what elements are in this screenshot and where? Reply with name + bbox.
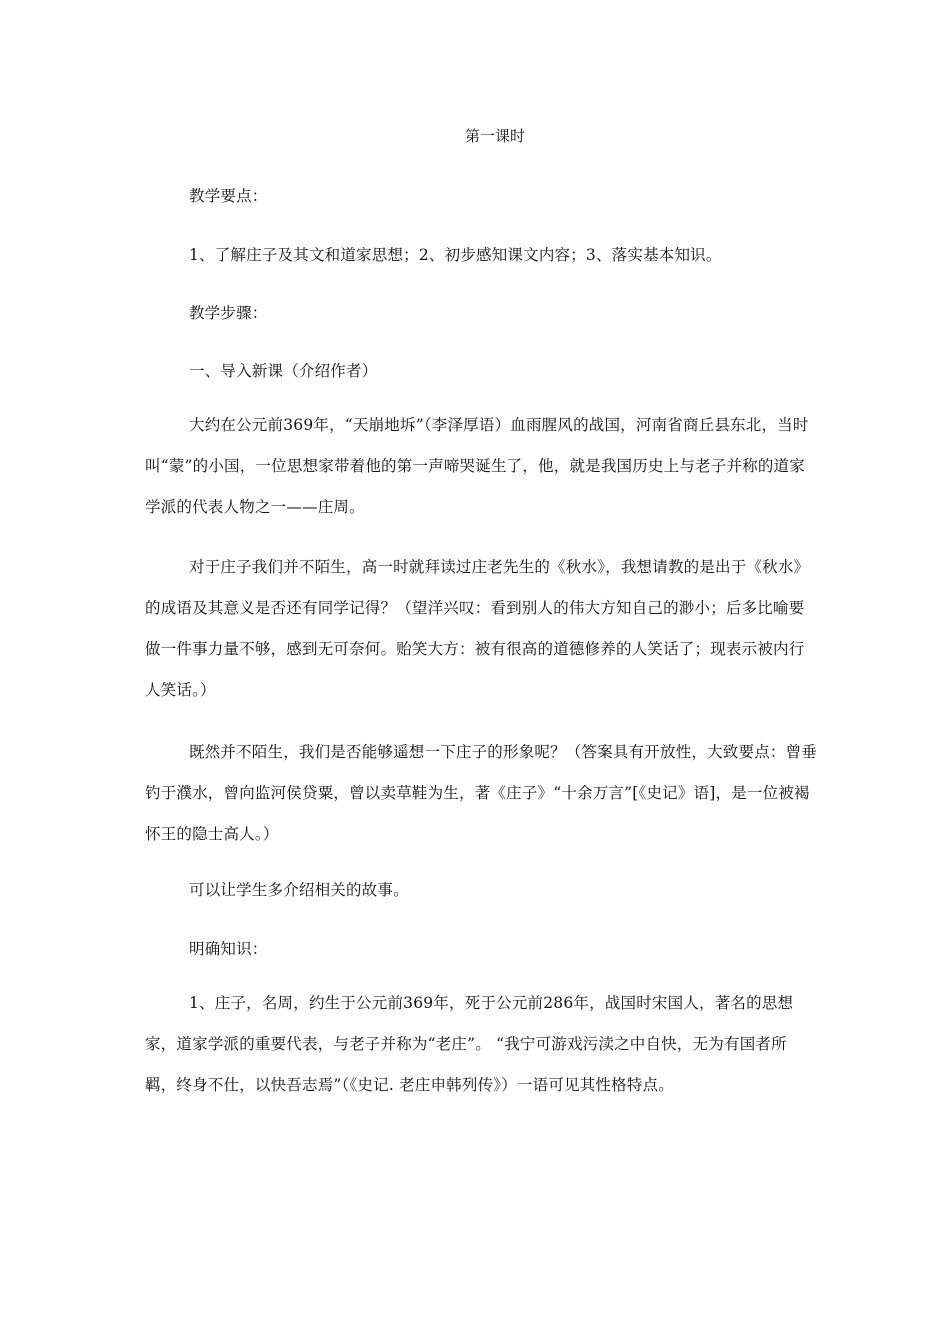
paragraph-author-birth: 大约在公元前369年，“天崩地坼”（李泽厚语）血雨腥风的战国，河南省商丘县东北，当时叫“蒙”的小国，一位思想家带着他的第一声啼哭诞生了，他，就是我国历史上与老子并称的道家学派的代表人物之一——庄周。 [145,416,809,516]
paragraph-zhuangzi-bio: 1、庄子，名周，约生于公元前369年，死于公元前286年，战国时宋国人，著名的思想家，道家学派的重要代表，与老子并称为“老庄”。 “我宁可游戏污渎之中自快，无为有国者所羁，终身不仕，以快吾志焉”（《史记. 老庄申韩列传》）一语可见其性格特点。 [145,994,794,1094]
paragraph-zhuangzi-image: 既然并不陌生，我们是否能够遥想一下庄子的形象呢？（答案具有开放性，大致要点：曾垂钓于濮水，曾向监河侯贷粟，曾以卖草鞋为生，著《庄子》“十余万言”[《史记》语]，是一位被褐怀王的隐士高人。） [145,743,818,843]
teaching-points-heading: 教学要点： [189,187,268,205]
paragraph-qiushui-idioms: 对于庄子我们并不陌生，高一时就拜读过庄老先生的《秋水》，我想请教的是出于《秋水》的成语及其意义是否还有同学记得？（望洋兴叹：看到别人的伟大方知自己的渺小；后多比喻要做一件事力量不够，感到无可奈何。贻笑大方：被有很高的道德修养的人笑话了；现表示被内行人笑话。） [145,558,810,699]
clear-knowledge-heading: 明确知识： [189,940,268,958]
lesson-title: 第一课时 [464,127,525,145]
teaching-steps-heading: 教学步骤： [189,304,268,322]
paragraph-student-stories: 可以让学生多介绍相关的故事。 [189,881,409,899]
section-introduction-heading: 一、导入新课（介绍作者） [189,362,378,380]
teaching-points-list: 1、了解庄子及其文和道家思想；2、初步感知课文内容；3、落实基本知识。 [189,246,722,264]
